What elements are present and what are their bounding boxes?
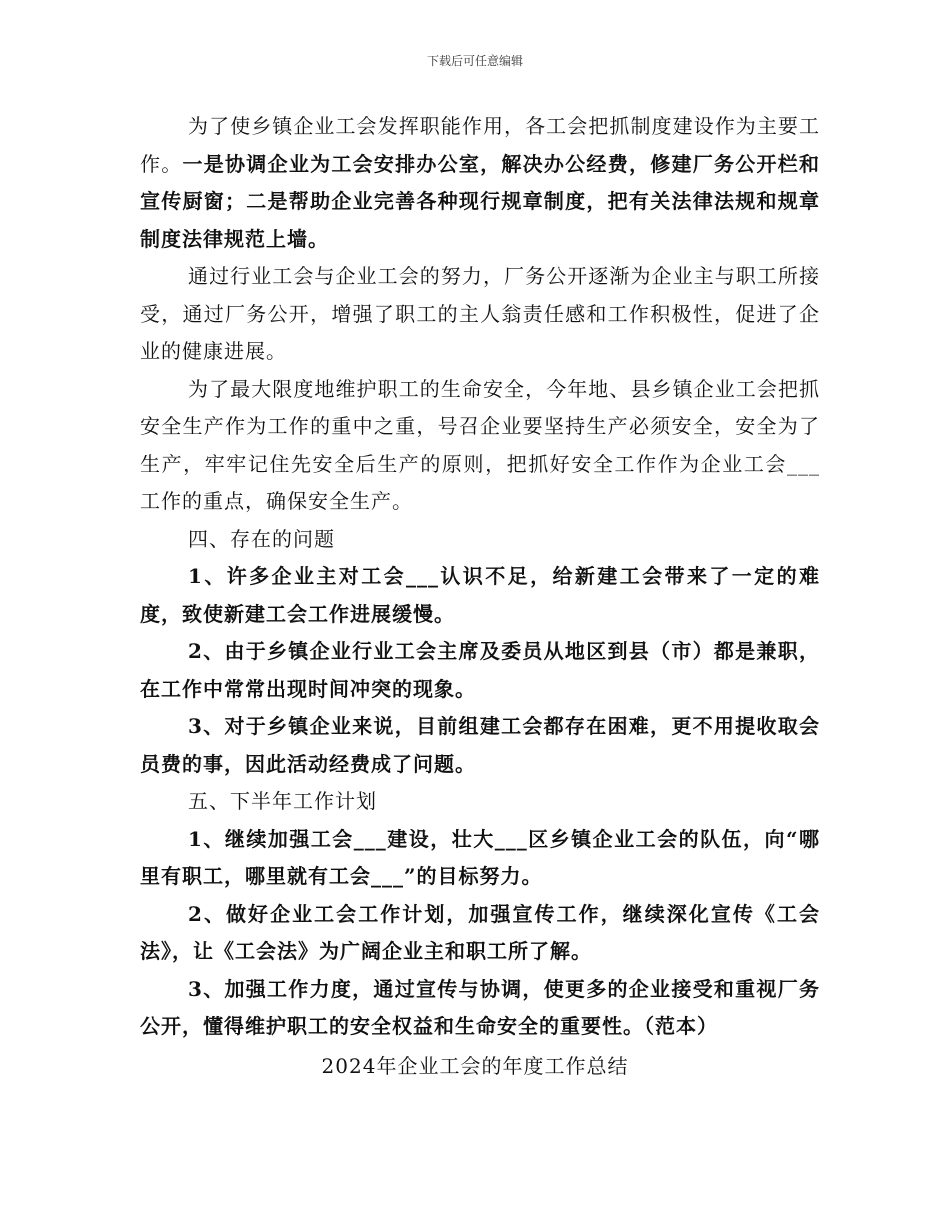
document-body [140,108,820,1046]
paragraph-bold-text: 一是协调企业为工会安排办公室，解决办公经费，修建厂务公开栏和宣传厨窗；二是帮助企业完善各种现行规章制度，把有关法律法规和规章制度法律规范上墙。 [140,151,821,251]
plan-item-3: 3、加强工作力度，通过宣传与协调，使更多的企业接受和重视厂务公开，懂得维护职工的安全权益和生命安全的重要性。（范本） [140,976,820,1038]
section-heading-plan: 五、下半年工作计划 [188,789,377,813]
problem-item-1: 1、许多企业主对工会___认识不足，给新建工会带来了一定的难度，致使新建工会工作进展缓慢。 [140,564,820,626]
paragraph-factory-affairs: 通过行业工会与企业工会的努力，厂务公开逐渐为企业主与职工所接受，通过厂务公开，增强了职工的主人翁责任感和工作积极性，促进了企业的健康进展。 [140,264,820,363]
document-title: 2024年企业工会的年度工作总结 [321,1054,629,1078]
paragraph-institution-building [140,108,820,258]
paragraph-safety-production: 为了最大限度地维护职工的生命安全，今年地、县乡镇企业工会把抓安全生产作为工作的重中之重，号召企业要坚持生产必须安全，安全为了生产，牢牢记住先安全后生产的原则，把抓好安全工作作为企业工会___工作的重点，确保安全生产。 [140,376,820,513]
plan-item-2: 2、做好企业工会工作计划，加强宣传工作，继续深化宣传《工会法》，让《工会法》为广阔企业主和职工所了解。 [140,901,820,963]
problem-item-2: 2、由于乡镇企业行业工会主席及委员从地区到县（市）都是兼职，在工作中常常出现时间冲突的现象。 [140,639,820,701]
plan-item-1: 1、继续加强工会___建设，壮大___区乡镇企业工会的队伍，向“哪里有职工，哪里就有工会___”的目标努力。 [140,826,820,888]
paragraph-intro-text: 为了使乡镇企业工会发挥职能作用，各工会把抓制度建设作为主要工作。 [140,114,820,176]
problem-item-3: 3、对于乡镇企业来说，目前组建工会都存在困难，更不用提收取会员费的事，因此活动经费成了问题。 [140,714,820,776]
section-heading-problems: 四、存在的问题 [188,526,335,551]
header-note: 下载后可任意编辑 [426,54,523,68]
